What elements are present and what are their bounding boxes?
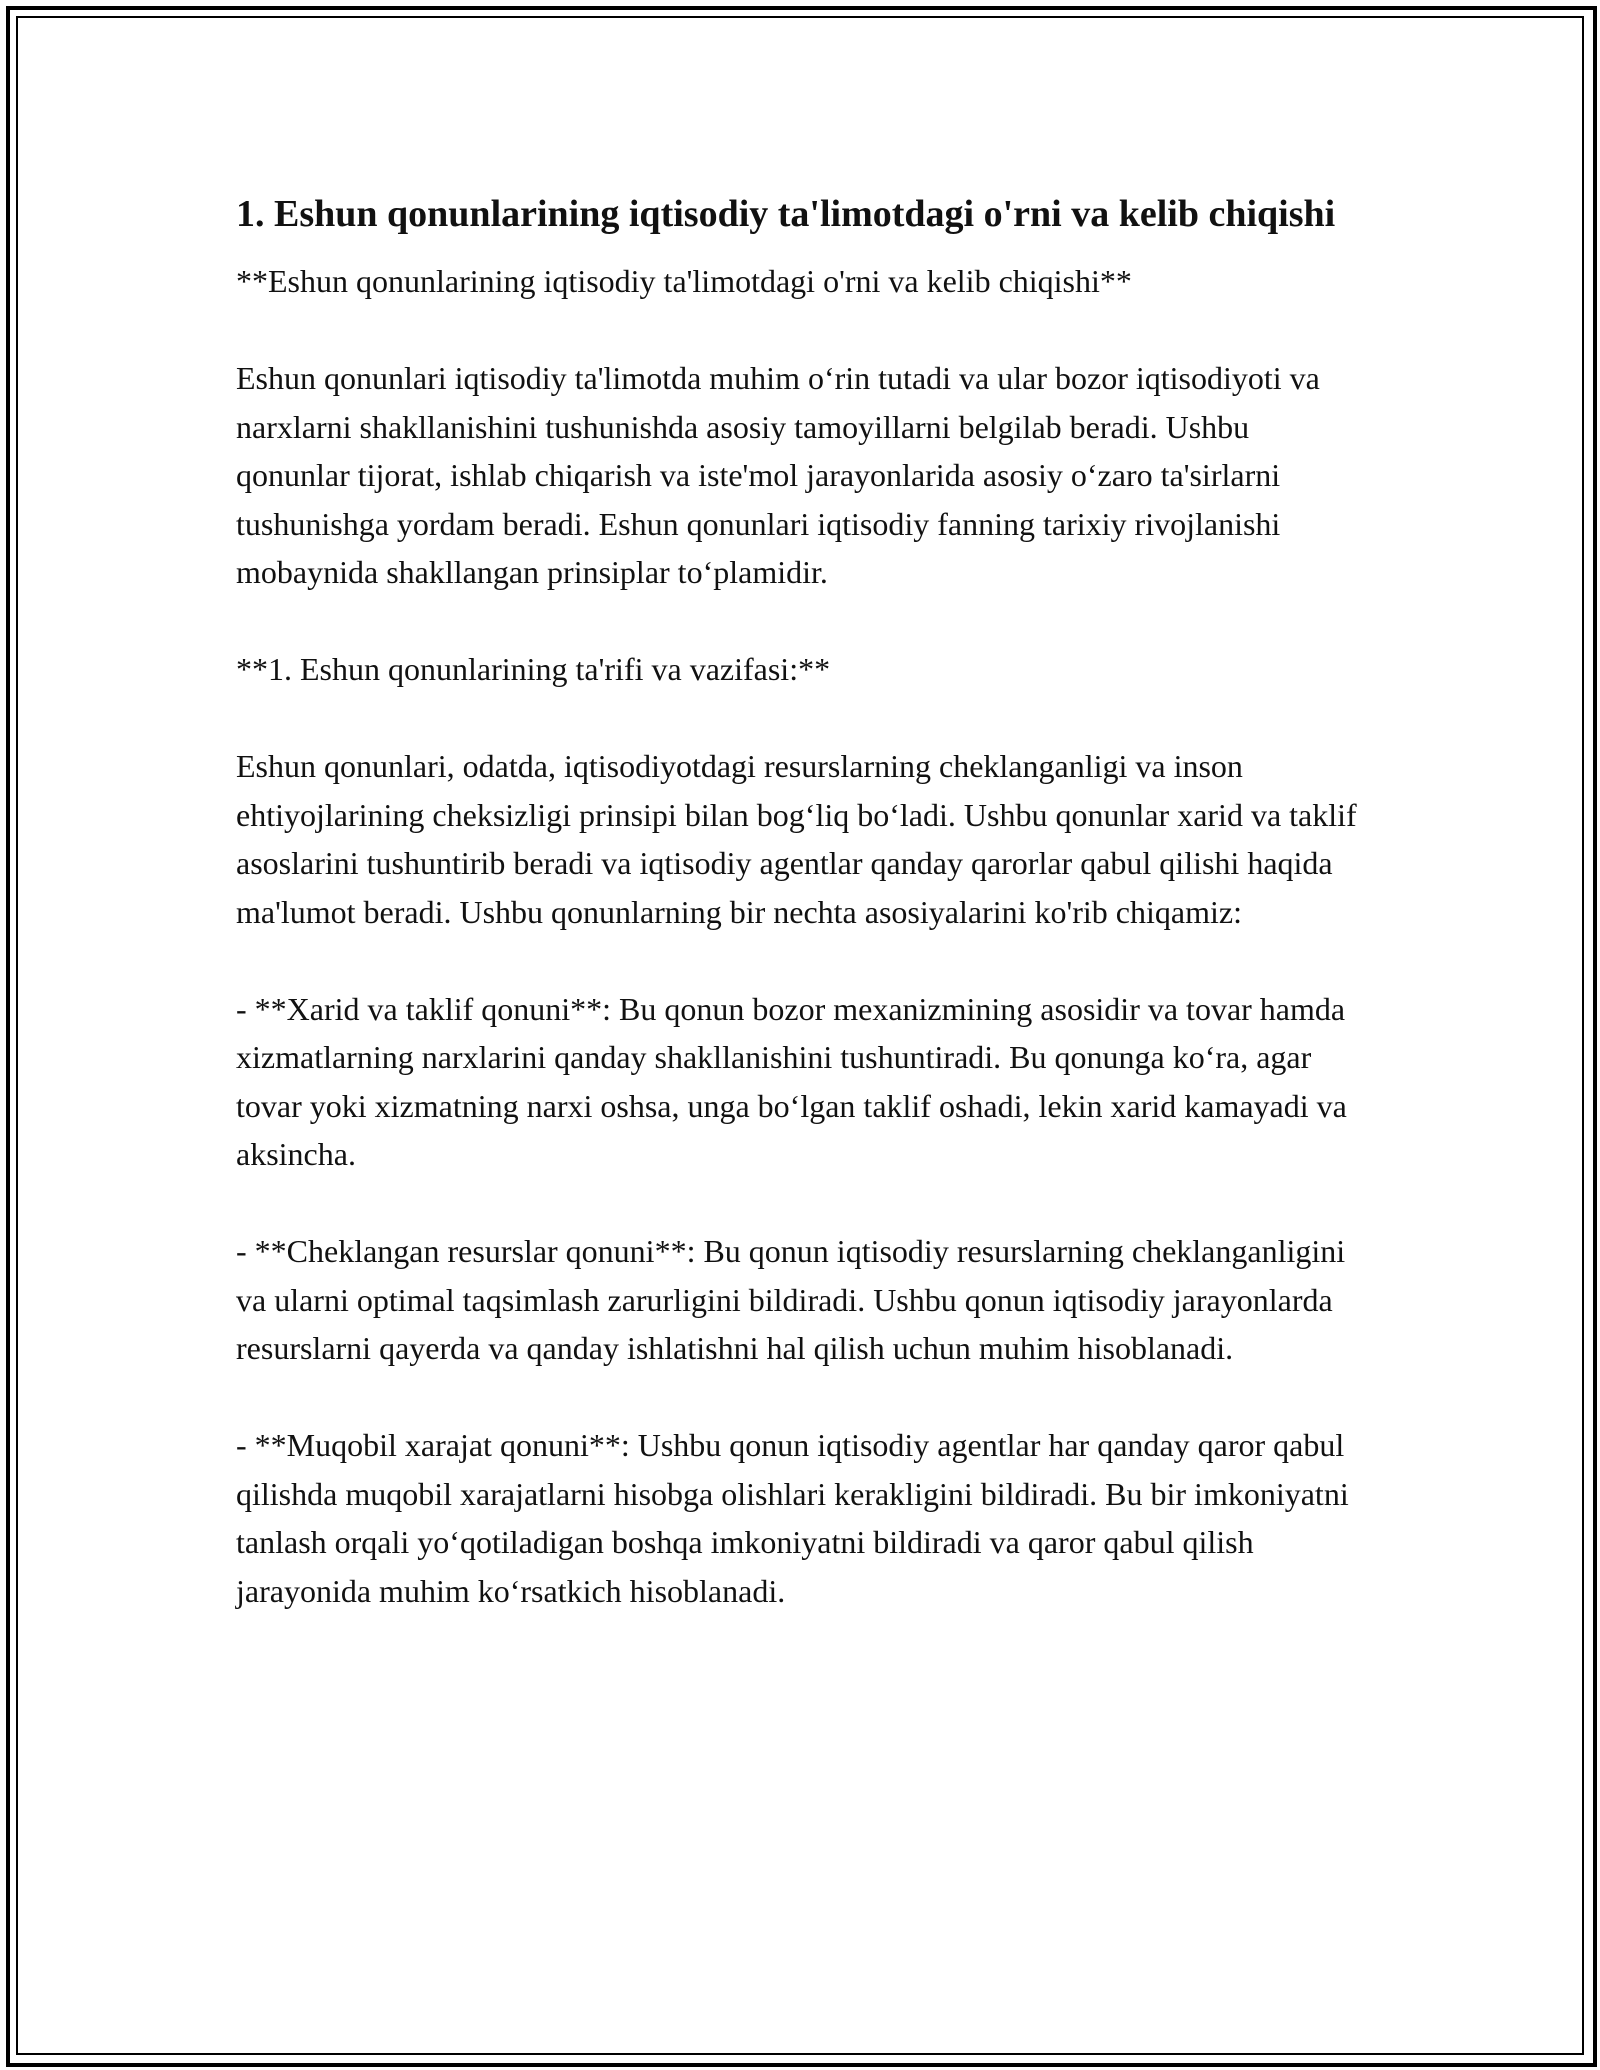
list-item-limited-resources: - **Cheklangan resurslar qonuni**: Bu qonun iqtisodiy resurslarning cheklanganligini va ularni optimal taqsimlash zarurligini bildiradi. Ushbu qonun iqtisodiy jarayonlarda resurslarni qayerda va qanday ishlatishni hal qilish uchun muhim hisoblanadi.: [236, 1233, 1346, 1366]
paragraph-bold-heading: **Eshun qonunlarining iqtisodiy ta'limotdagi o'rni va kelib chiqishi**: [236, 263, 1132, 299]
document-body: [236, 187, 1366, 1615]
list-item-supply-demand: - **Xarid va taklif qonuni**: Bu qonun bozor mexanizmining asosidir va tovar hamda xizmatlarning narxlarini qanday shakllanishini tushuntiradi. Bu qonunga ko‘ra, agar tovar yoki xizmatning narxi oshsa, unga bo‘lgan taklif oshadi, lekin xarid kamayadi va aksincha.: [236, 990, 1347, 1172]
paragraph-intro: Eshun qonunlari iqtisodiy ta'limotda muhim o‘rin tutadi va ular bozor iqtisodiyoti va narxlarni shakllanishini tushunishda asosiy tamoyillarni belgilab beradi. Ushbu qonunlar tijorat, ishlab chiqarish va iste'mol jarayonlarida asosiy o‘zaro ta'sirlarni tushunishga yordam beradi. Eshun qonunlari iqtisodiy fanning tarixiy rivojlanishi mobaynida shakllangan prinsiplar to‘plamidir.: [236, 360, 1320, 590]
document-title: 1. Eshun qonunlarining iqtisodiy ta'limotdagi o'rni va kelib chiqishi: [236, 193, 1336, 235]
paragraph-definition: Eshun qonunlari, odatda, iqtisodiyotdagi resurslarning cheklanganligi va inson ehtiyojlarining cheksizligi prinsipi bilan bog‘liq bo‘ladi. Ushbu qonunlar xarid va taklif asoslarini tushuntirib beradi va iqtisodiy agentlar qanday qarorlar qabul qilishi haqida ma'lumot beradi. Ushbu qonunlarning bir nechta asosiyalarini ko'rib chiqamiz:: [236, 748, 1357, 930]
list-item-opportunity-cost: - **Muqobil xarajat qonuni**: Ushbu qonun iqtisodiy agentlar har qanday qaror qabul qilishda muqobil xarajatlarni hisobga olishlari kerakligini bildiradi. Bu bir imkoniyatni tanlash orqali yo‘qotiladigan boshqa imkoniyatni bildiradi va qaror qabul qilish jarayonida muhim ko‘rsatkich hisoblanadi.: [236, 1427, 1349, 1609]
paragraph-section-heading: **1. Eshun qonunlarining ta'rifi va vazifasi:**: [236, 651, 831, 687]
